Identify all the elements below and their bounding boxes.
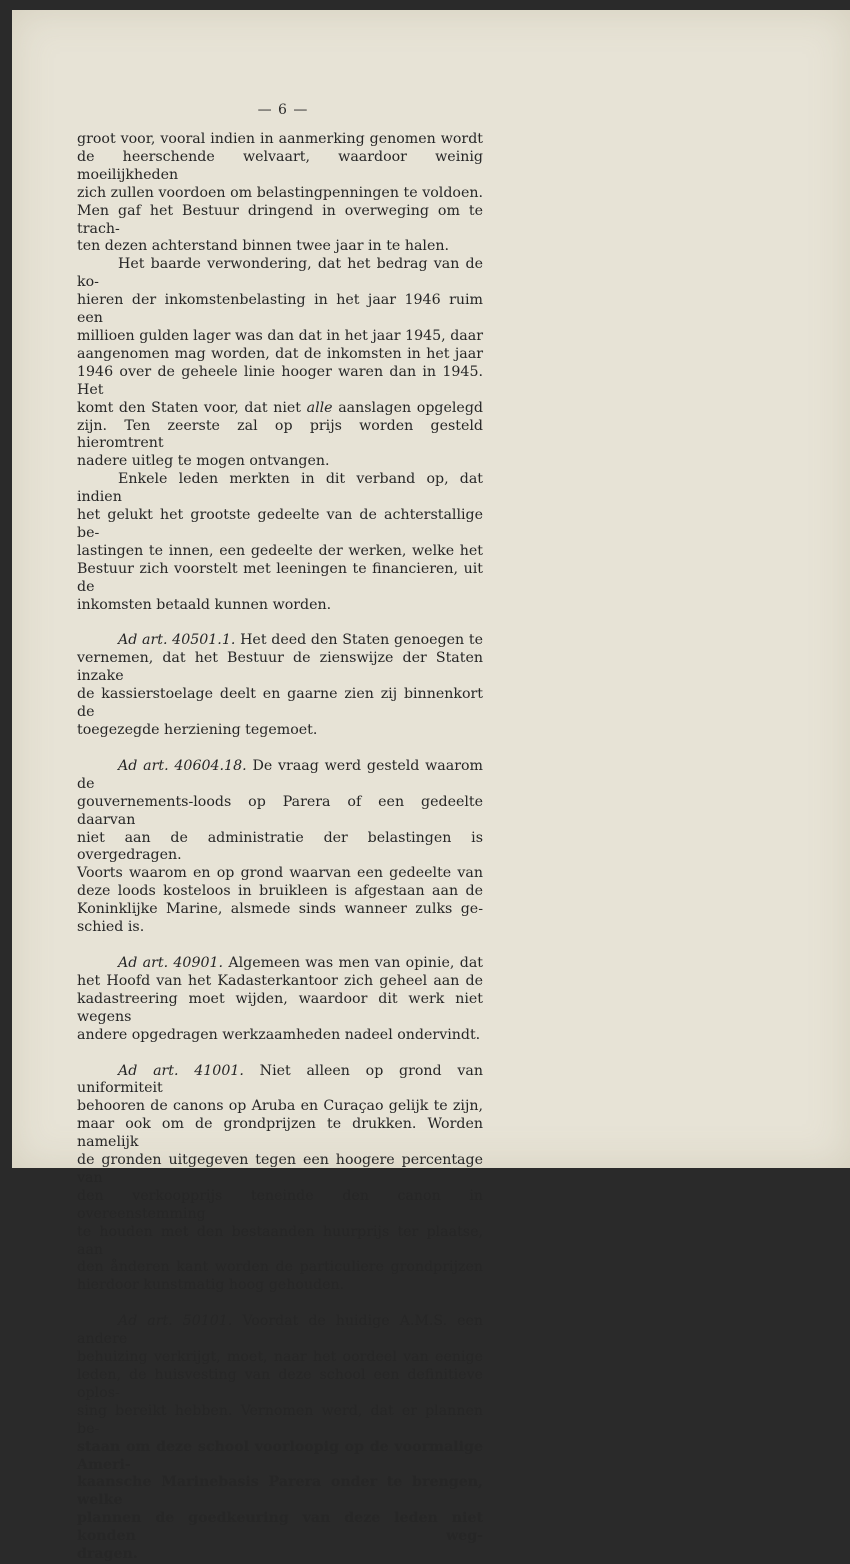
article-reference: Ad art. 50101.	[118, 1313, 233, 1330]
text-fragment: Het deed den Staten genoegen te	[240, 632, 483, 649]
emphasis-word: alle	[306, 399, 333, 416]
text-line: zijn. Ten zeerste zal op prijs worden gesteld hieromtrent	[77, 417, 483, 452]
body-text	[77, 131, 483, 1564]
text-line: Enkele leden merkten in dit verband op, dat indien	[77, 471, 483, 506]
text-fragment: komt den Staten voor, dat niet	[77, 399, 307, 416]
final-paragraph	[77, 1313, 483, 1564]
text-line: vernemen, dat het Bestuur de zienswijze der Staten inzake	[77, 650, 483, 685]
article-first-line	[77, 1313, 483, 1349]
text-line: schied is.	[77, 919, 145, 936]
text-fragment: Niet alleen op grond van uniformiteit	[77, 1062, 483, 1097]
document-page	[12, 10, 850, 1563]
article-reference: Ad art. 41001.	[118, 1062, 244, 1079]
text-fragment: De vraag werd gesteld waarom de	[77, 757, 483, 792]
text-line: het Hoofd van het Kadasterkantoor zich geheel aan de	[77, 972, 483, 989]
text-line: maar ook om de grondprijzen te drukken. Worden namelijk	[77, 1116, 483, 1151]
text-line: plannen de goedkeuring van deze leden niet konden weg-	[77, 1510, 483, 1545]
text-line: de kassierstoelage deelt en gaarne zien zij binnenkort de	[77, 686, 483, 721]
text-line: zich zullen voordoen om belastingpenningen te voldoen.	[77, 184, 483, 201]
article-reference: Ad art. 40901.	[118, 954, 224, 971]
text-line: Koninklijke Marine, alsmede sinds wanneer zulks ge-	[77, 901, 483, 918]
article-reference: Ad art. 40604.18.	[118, 757, 247, 774]
text-line: toegezegde herziening tegemoet.	[77, 722, 318, 738]
text-line: Voorts waarom en op grond waarvan een gedeelte van	[77, 865, 483, 882]
article-first-line	[77, 758, 483, 794]
text-line: den ånderen kant worden de particuliere grondprijzen	[77, 1259, 483, 1276]
text-line: Het baarde verwondering, dat het bedrag van de ko-	[77, 256, 483, 291]
text-line: de heerschende welvaart, waardoor weinig moeilijkheden	[77, 148, 483, 183]
article-first-line	[77, 1063, 483, 1099]
text-fragment: aanslagen opgelegd	[332, 399, 483, 416]
text-line: ten dezen achterstand binnen twee jaar in te halen.	[77, 238, 449, 255]
text-fragment: Algemeen was men van opinie, dat	[228, 954, 483, 971]
text-line: aangenomen mag worden, dat de inkomsten in het jaar	[77, 345, 483, 362]
text-fragment: Voordat de huidige A.M.S. een andere	[77, 1313, 484, 1348]
text-line: niet aan de administratie der belastingen is overgedragen.	[77, 829, 483, 864]
text-line: millioen gulden lager was dan dat in het jaar 1945, daar	[77, 327, 483, 344]
text-line: behuizing verkrijgt, moet, naar het oordeel van eenige	[77, 1349, 483, 1366]
text-line-emphasis	[77, 400, 483, 418]
text-line: te houden met den bestaanden huurprijs ter plaatse, aan	[77, 1223, 483, 1258]
text-line: Men gaf het Bestuur dringend in overweging om te trach-	[77, 202, 483, 237]
text-line: sing bereikt hebben. Vernomen werd, dat er plannen be-	[77, 1402, 483, 1437]
text-line: groot voor, vooral indien in aanmerking genomen wordt	[77, 131, 483, 147]
page-number: — 6 —	[257, 102, 309, 118]
text-line: lastingen te innen, een gedeelte der werken, welke het	[77, 542, 483, 559]
text-line: dragen.	[77, 1546, 138, 1563]
article-first-line	[77, 632, 483, 650]
text-line: hieren der inkomstenbelasting in het jaar 1946 ruim een	[77, 292, 483, 327]
text-line: Bestuur zich voorstelt met leeningen te financieren, uit de	[77, 560, 483, 595]
article-reference: Ad art. 40501.1.	[118, 632, 236, 649]
text-line: behooren de canons op Aruba en Curaçao gelijk te zijn,	[77, 1098, 483, 1115]
text-line: deze loods kosteloos in bruikleen is afgestaan aan de	[77, 883, 483, 900]
text-line: nadere uitleg te mogen ontvangen.	[77, 453, 330, 470]
text-line: gouvernements-loods op Parera of een gedeelte daarvan	[77, 793, 483, 828]
text-line: andere opgedragen werkzaamheden nadeel ondervindt.	[77, 1026, 481, 1043]
text-line: den verkoopprijs teneinde den canon in overeenstemming	[77, 1187, 483, 1222]
text-line: staan om deze school voorloopig op de voormalige Ameri-	[77, 1438, 483, 1473]
text-line: de gronden uitgegeven tegen een hoogere percentage van	[77, 1152, 483, 1186]
text-line: 1946 over de geheele linie hooger waren dan in 1945. Het	[77, 363, 483, 398]
text-line: het gelukt het grootste gedeelte van de achterstallige be-	[77, 507, 483, 541]
text-line: inkomsten betaald kunnen worden.	[77, 596, 332, 613]
text-line: kadastreering moet wijden, waardoor dit werk niet wegens	[77, 990, 483, 1025]
text-line: hierdoor kunstmatig hoog gehouden.	[77, 1277, 345, 1294]
article-first-line	[77, 955, 483, 973]
text-line: kaansche Marinebasis Parera onder te brengen, welke	[77, 1474, 483, 1509]
text-line: leden, de huisvesting van deze school een definitieve oplos-	[77, 1367, 483, 1401]
